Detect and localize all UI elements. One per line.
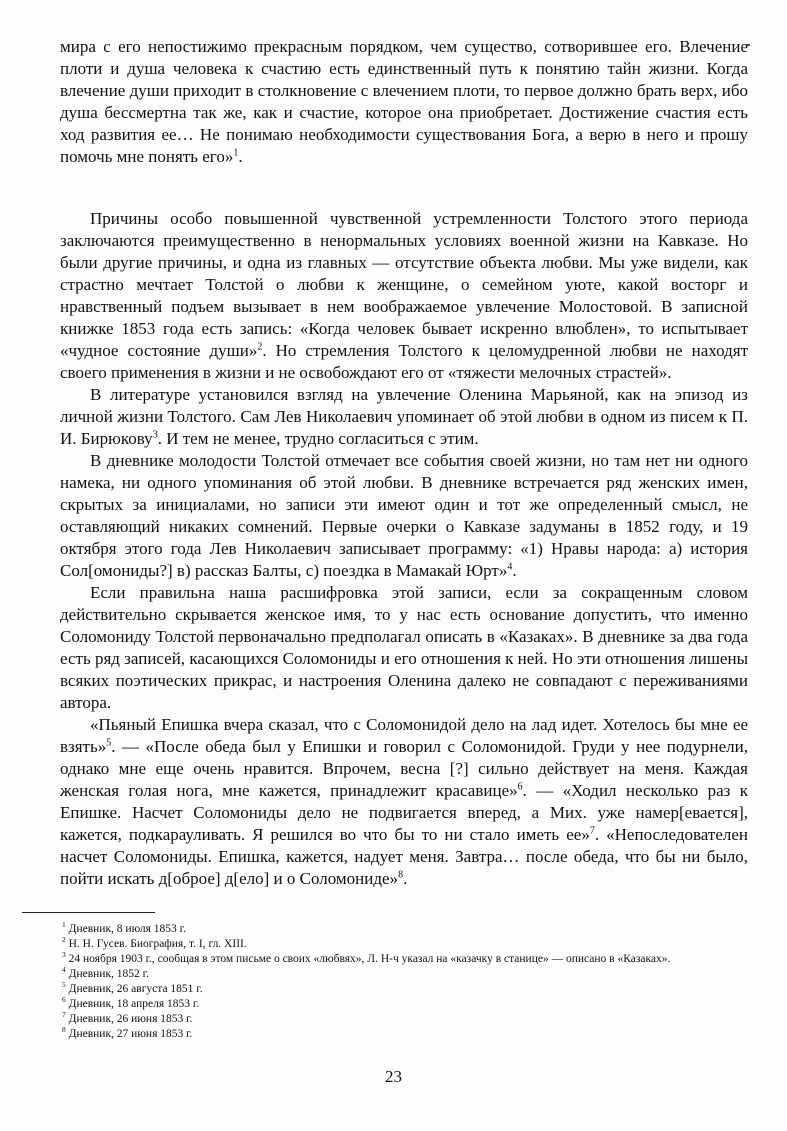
footnote <box>22 922 750 937</box>
footnote <box>22 967 750 982</box>
footnote-ref: 1 <box>233 147 239 159</box>
footnote <box>22 982 750 997</box>
paragraph-text: В литературе установился взгляд на увлечение Оленина Марьяной, как на эпизод из личной жизни Толстого. Сам Лев Николаевич упоминает об этой любви в одном из писем к П. И. Бирюкову <box>60 385 748 448</box>
paragraph-text: И тем не менее, трудно согласиться с этим. <box>166 429 479 448</box>
paragraph-text: В дневнике молодости Толстой отмечает все события своей жизни, но там нет ни одного намека, ни одного упоминания об этой любви. В дневнике встречается ряд женских имен, скрытых за инициалами, но записи эти имеют один и тот же определенный смысл, не оставляющий никаких сомнений. Первые очерки о Кавказе задуманы в 1852 году, и 19 октября этого года Лев Николаевич записывает программу: «1) Нравы народа: а) история Сол[омониды?] в) рассказ Балты, с) поездка в Мамакай Юрт» <box>60 451 748 580</box>
footnote-text: Дневник, 18 апреля 1853 г. <box>68 998 200 1010</box>
paragraph-text: Но стремления Толстого к целомудренной любви не находят своего применения в жизни и не освобождают его от «тяжести мелочных страстей». <box>60 341 748 382</box>
paragraph: «Пьяный Епишка вчера сказал, что с Соломонидой дело на лад идет. Хотелось бы мне ее взять»$^5$. — «После обеда был у Епишки и говорил с Соломонидой. Груди у нее подурнели, однако мне еще очень нравится. Впрочем, весна [?] сильно действует на меня. Каждая женская голая нога, мне кажется, принадлежит красавице»$^6$. — «Ходил несколько раз к Епишке. Насчет Соломониды дело не подвигается вперед, а Мих. уже намер[евается], кажется, подкарауливать. Я решился во что бы то ни стало иметь ее»$^7$. «Непоследователен насчет Соломониды. Епишка, кажется, надует меня. Завтра… после обеда, что бы ни было, пойти искать д[оброе] д[ело] и о Соломониде»$^8$. <box>60 715 749 888</box>
footnote-ref: 8 <box>398 869 404 881</box>
paragraph-text: Если правильна наша расшифровка этой записи, если за сокращенным словом действительно скрывается женское имя, то у нас есть основание допустить, что именно Соломониду Толстой первоначально предполагал описать в «Казаках». В дневнике за два года есть ряд записей, касающихся Соломониды и его отношения к ней. Но эти отношения лишены всяких поэтических прикрас, и настроения Оленина далеко не совпадают с переживаниями автора. <box>60 583 748 712</box>
paragraph: В литературе установился взгляд на увлечение Оленина Марьяной, как на эпизод из личной жизни Толстого. Сам Лев Николаевич упоминает об этой любви в одном из писем к П. И. Бирюкову$^3$. И тем не менее, трудно согласиться с этим. <box>60 385 748 448</box>
footnote-ref: 5 <box>106 737 112 749</box>
footnote <box>22 937 750 952</box>
footnote-ref: 3 <box>152 429 158 441</box>
footnote-ref: 2 <box>257 341 263 353</box>
paragraph-text: мира с его непостижимо прекрасным порядком, чем существо, сотворившее его. Влечение плоти и душа человека к счастию есть единственный путь к понятию тайн жизни. Когда влечение души приходит в столкновение с влечением плоти, то первое должно брать верх, ибо душа бессмертна так же, как и счастие, которое она приобретает. Достижение счастия есть ход развития ее… Не понимаю необходимости существования Бога, а верю в него и прошу помочь мне понять его» <box>60 37 748 166</box>
footnote-text: Дневник, 26 июня 1853 г. <box>68 1013 193 1025</box>
footnote-number: 4 <box>62 965 66 975</box>
footnote <box>22 1027 750 1042</box>
paragraph-text: «Пьяный Епишка вчера сказал, что с Соломонидой дело на лад идет. Хотелось бы мне ее взять» <box>60 715 748 756</box>
footnote <box>22 1012 750 1027</box>
footnote-text: Дневник, 8 июля 1853 г. <box>68 923 186 935</box>
paragraph-text: — «После обеда был у Епишки и говорил с Соломонидой. Груди у нее подурнели, однако мне еще очень нравится. Впрочем, весна [?] сильно действует на меня. Каждая женская голая нога, мне кажется, принадлежит красавице» <box>60 737 748 800</box>
footnote-number: 6 <box>62 995 66 1005</box>
footnote-number: 5 <box>62 980 66 990</box>
footnote-ref: 7 <box>589 825 595 837</box>
paragraph: Причины особо повышенной чувственной устремленности Толстого этого периода заключаются преимущественно в ненормальных условиях военной жизни на Кавказе. Но были другие причины, и одна из главных — отсутствие объекта любви. Мы уже видели, как страстно мечтает Толстой о любви к женщине, о семейном уюте, какой восторг и нравственный подъем вызывает в нем воображаемое увлечение Молостовой. В записной книжке 1853 года есть запись: «Когда человек бывает искренно влюблен», то испытывает «чудное состояние души»$^2$. Но стремления Толстого к целомудренной любви не находят своего применения в жизни и не освобождают его от «тяжести мелочных страстей». <box>60 209 748 382</box>
footnote-number: 8 <box>62 1025 66 1035</box>
footnote <box>22 952 750 967</box>
footnote-ref: 4 <box>507 561 513 573</box>
footnotes <box>22 922 750 1042</box>
paragraph-text: — «Ходил несколько раз к Епишке. Насчет Соломониды дело не подвигается вперед, а Мих. уже намер[евается], кажется, подкарауливать. Я решился во что бы то ни стало иметь ее» <box>60 781 749 844</box>
paragraph <box>60 582 748 714</box>
footnote-text: 24 ноября 1903 г., сообщая в этом письме о своих «любвях», Л. Н-ч указал на «казачку в станице» — описано в «Казаках». <box>68 953 671 965</box>
footnote-number: 7 <box>62 1010 66 1020</box>
footnote-text: Дневник, 27 июня 1853 г. <box>68 1028 193 1040</box>
page-number: 23 <box>385 1067 402 1086</box>
footnote-number: 1 <box>62 920 66 930</box>
footnote-number: 2 <box>62 935 66 945</box>
section-gap <box>60 168 748 208</box>
paragraph-text: Причины особо повышенной чувственной устремленности Толстого этого периода заключаются преимущественно в ненормальных условиях военной жизни на Кавказе. Но были другие причины, и одна из главных — отсутствие объекта любви. Мы уже видели, как страстно мечтает Толстой о любви к женщине, о семейном уюте, какой восторг и нравственный подъем вызывает в нем воображаемое увлечение Молостовой. В записной книжке 1853 года есть запись: «Когда человек бывает искренно влюблен», то испытывает «чудное состояние души» <box>60 209 748 360</box>
paragraph: мира с его непостижимо прекрасным порядком, чем существо, сотворившее его. Влечение плоти и душа человека к счастию есть единственный путь к понятию тайн жизни. Когда влечение души приходит в столкновение с влечением плоти, то первое должно брать верх, ибо душа бессмертна так же, как и счастие, которое она приобретает. Достижение счастия есть ход развития ее… Не понимаю необходимости существования Бога, а верю в него и прошу помочь мне понять его»$^1$. <box>60 37 748 166</box>
paragraph: В дневнике молодости Толстой отмечает все события своей жизни, но там нет ни одного намека, ни одного упоминания об этой любви. В дневнике встречается ряд женских имен, скрытых за инициалами, но записи эти имеют один и тот же определенный смысл, не оставляющий никаких сомнений. Первые очерки о Кавказе задуманы в 1852 году, и 19 октября этого года Лев Николаевич записывает программу: «1) Нравы народа: а) история Сол[омониды?] в) рассказ Балты, с) поездка в Мамакай Юрт»$^4$. <box>60 451 748 580</box>
footnote-divider <box>22 912 155 913</box>
footnote <box>22 997 750 1012</box>
footnote-number: 3 <box>62 950 66 960</box>
main-text <box>60 36 748 890</box>
footnote-text: Н. Н. Гусев. Биография, т. I, гл. XIII. <box>68 938 247 950</box>
footnote-text: Дневник, 1852 г. <box>68 968 149 980</box>
paragraph-text: «Непоследователен насчет Соломониды. Епишка, кажется, надует меня. Завтра… после обеда, что бы ни было, пойти искать д[оброе] д[ело] и о Соломониде» <box>60 825 749 888</box>
footnote-text: Дневник, 26 августа 1851 г. <box>68 983 203 995</box>
footnote-ref: 6 <box>517 781 523 793</box>
